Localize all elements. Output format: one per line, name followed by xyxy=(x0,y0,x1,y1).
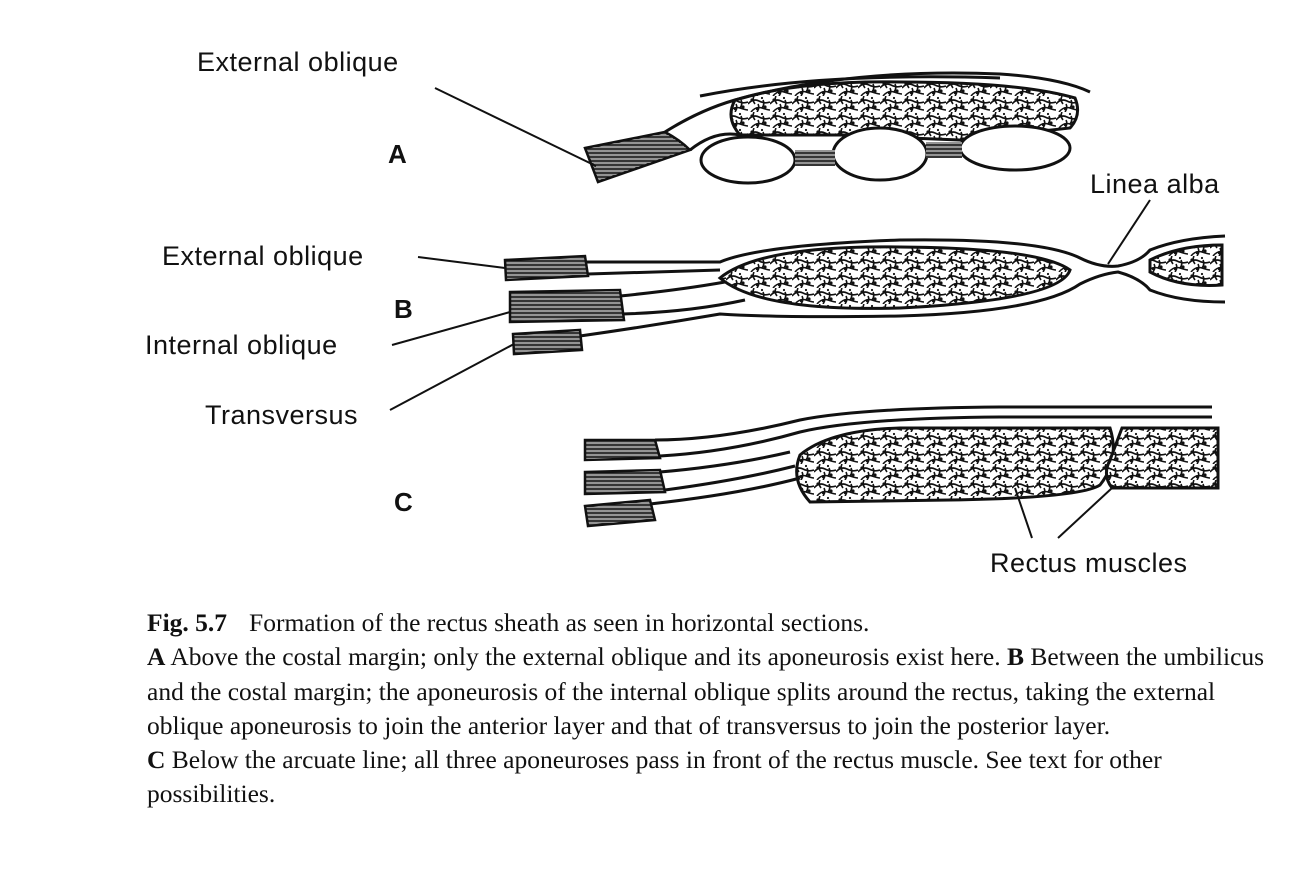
caption-a-text: Above the costal margin; only the external oblique and its aponeurosis exist here. xyxy=(170,642,1001,672)
figure-caption xyxy=(147,606,1267,812)
caption-c-text: Below the arcuate line; all three aponeuroses pass in front of the rectus muscle. See text for other possibilities. xyxy=(147,745,1162,809)
c-rectus-muscles xyxy=(797,428,1218,502)
label-linea-alba: Linea alba xyxy=(1090,169,1220,199)
caption-letter-a: A xyxy=(147,642,166,672)
caption-b-text: Between the umbilicus and the costal margin; the aponeurosis of the internal oblique splits around the rectus, taking the external oblique aponeurosis to join the anterior layer and that of transversus to join the posterior layer. xyxy=(147,642,1265,740)
a-external-oblique-muscle xyxy=(585,132,690,182)
section-a xyxy=(435,73,1090,183)
label-b-internal-oblique: Internal oblique xyxy=(145,330,338,360)
section-b xyxy=(390,200,1225,410)
panel-letter-b: B xyxy=(394,294,413,324)
transversus-leader xyxy=(390,344,514,410)
section-c xyxy=(585,407,1218,538)
label-a-external-oblique: External oblique xyxy=(197,47,399,77)
caption-letter-b: B xyxy=(1006,642,1024,672)
b-muscle-stumps xyxy=(505,256,624,354)
panel-letter-a: A xyxy=(388,139,407,169)
panel-letter-c: C xyxy=(394,487,413,517)
c-muscle-stumps xyxy=(585,440,665,526)
figure-number: Fig. 5.7 xyxy=(147,608,228,637)
caption-text xyxy=(147,606,1267,812)
rectus-leader-right xyxy=(1058,488,1112,538)
b-external-oblique-leader xyxy=(418,257,505,268)
a-external-oblique-leader xyxy=(435,88,596,166)
label-transversus: Transversus xyxy=(205,400,359,430)
caption-letter-c: C xyxy=(147,745,166,775)
caption-title: Formation of the rectus sheath as seen in horizontal sections. xyxy=(249,608,870,637)
label-b-external-oblique: External oblique xyxy=(162,241,364,271)
label-rectus-muscles: Rectus muscles xyxy=(990,548,1188,578)
